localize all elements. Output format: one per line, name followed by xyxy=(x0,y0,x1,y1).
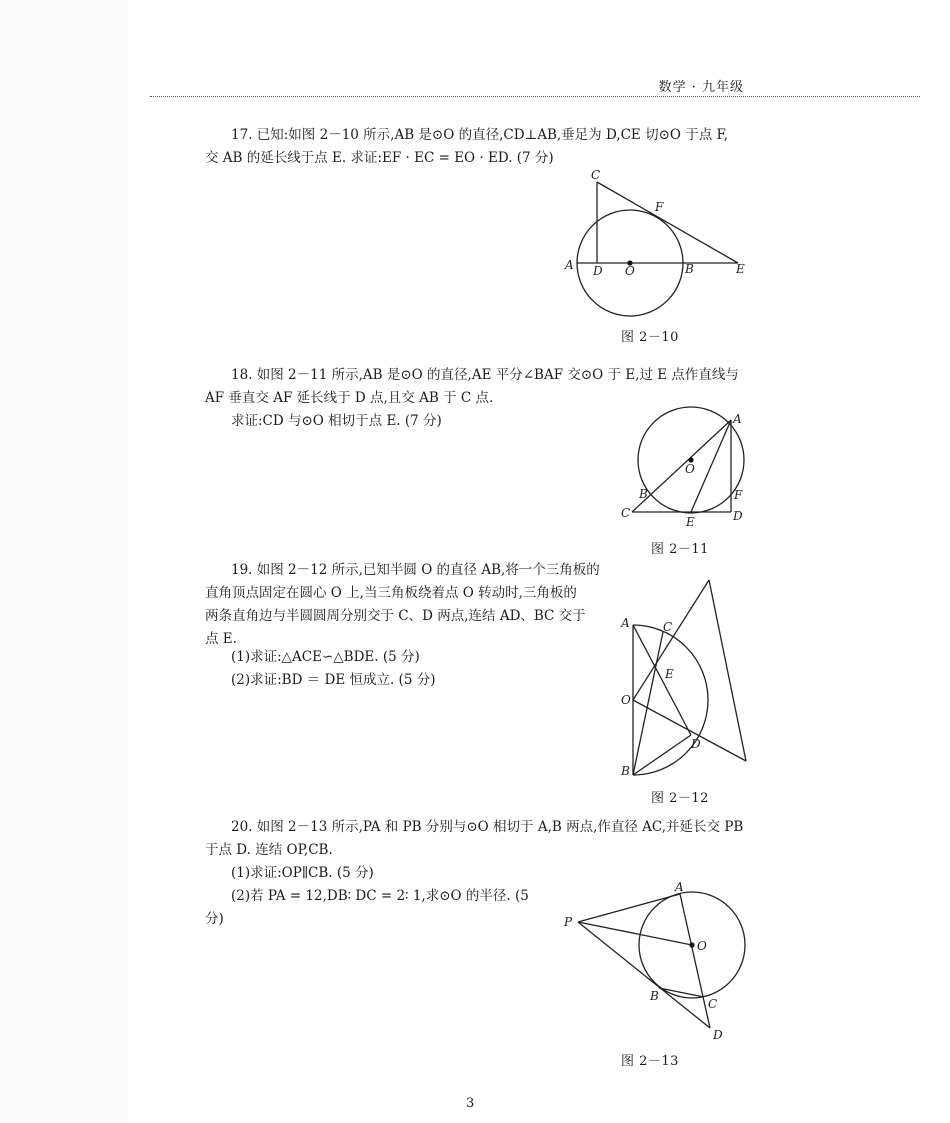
fig12-label-c: C xyxy=(663,620,673,634)
fig13-label-d: D xyxy=(713,1028,723,1042)
problem-20-line-1: 20. 如图 2－13 所示,PA 和 PB 分别与⊙O 相切于 A,B 两点,作直径 AC,并延长交 PB xyxy=(231,819,744,835)
problem-20-part-2b: 分) xyxy=(205,911,224,927)
caption-figure-2-13: 图 2－13 xyxy=(621,1054,679,1069)
fig10-label-d: D xyxy=(593,264,603,278)
fig12-triangle-hyp xyxy=(709,580,746,761)
fig12-label-b: B xyxy=(621,764,630,778)
problem-20-line-2: 于点 D. 连结 OP,CB. xyxy=(205,842,333,858)
fig12-triangle-leg-1 xyxy=(633,580,709,700)
figure-2-11 xyxy=(615,405,765,535)
problem-17-line-1: 17. 已知:如图 2－10 所示,AB 是⊙O 的直径,CD⊥AB,垂足为 D,CE 切⊙O 于点 F, xyxy=(231,127,729,143)
fig13-label-b: B xyxy=(650,989,659,1003)
fig10-label-a: A xyxy=(565,258,574,272)
problem-20-part-2a: (2)若 PA = 12,DB∶ DC = 2∶ 1,求⊙O 的半径. (5 xyxy=(231,888,529,904)
fig13-label-o: O xyxy=(697,939,707,953)
problem-19-line-1: 19. 如图 2－12 所示,已知半圆 O 的直径 AB,将一个三角板的 xyxy=(231,562,600,578)
problem-20-part-1: (1)求证:OP∥CB. (5 分) xyxy=(231,865,374,881)
fig11-label-o: O xyxy=(685,462,695,476)
caption-figure-2-11: 图 2－11 xyxy=(651,542,709,557)
fig11-label-d: D xyxy=(733,509,743,523)
fig11-label-f: F xyxy=(734,488,743,502)
fig13-label-p: P xyxy=(564,915,573,929)
fig10-line-ce xyxy=(597,182,738,263)
fig10-label-b: B xyxy=(685,262,694,276)
page-header xyxy=(150,76,920,98)
fig10-label-o: O xyxy=(625,264,635,278)
figure-2-12 xyxy=(615,575,755,785)
fig13-line-pa xyxy=(578,894,680,922)
fig11-label-b: B xyxy=(639,487,648,501)
fig12-line-ad xyxy=(633,625,691,735)
figure-2-10 xyxy=(555,165,755,325)
header-rule xyxy=(150,96,920,97)
fig13-label-a: A xyxy=(675,880,684,894)
problem-19-part-1: (1)求证:△ACE∽△BDE. (5 分) xyxy=(231,649,420,665)
problem-19-line-3: 两条直角边与半圆圆周分别交于 C、D 两点,连结 AD、BC 交于 xyxy=(205,608,586,624)
fig10-label-e: E xyxy=(736,262,745,276)
problem-18-line-2: AF 垂直交 AF 延长线于 D 点,且交 AB 于 C 点. xyxy=(205,390,494,406)
problem-18-line-3: 求证:CD 与⊙O 相切于点 E. (7 分) xyxy=(231,413,442,429)
page-margin-shade xyxy=(0,0,128,1123)
fig11-label-c: C xyxy=(621,506,631,520)
fig10-label-c: C xyxy=(591,168,601,182)
fig12-triangle-leg-2 xyxy=(633,700,746,761)
fig12-label-e: E xyxy=(665,667,674,681)
fig13-center-dot xyxy=(689,942,694,947)
fig12-label-o: O xyxy=(621,693,631,707)
caption-figure-2-10: 图 2－10 xyxy=(621,330,679,345)
problem-17-line-2: 交 AB 的延长线于点 E. 求证:EF · EC = EO · ED. (7 分) xyxy=(205,150,554,166)
problem-18-line-1: 18. 如图 2－11 所示,AB 是⊙O 的直径,AE 平分∠BAF 交⊙O 于 E,过 E 点作直线与 xyxy=(231,367,739,383)
fig10-label-f: F xyxy=(655,200,664,214)
fig11-line-ae xyxy=(691,420,731,512)
fig12-label-a: A xyxy=(621,616,630,630)
fig11-label-a: A xyxy=(733,412,742,426)
problem-19-line-4: 点 E. xyxy=(205,631,237,647)
problem-19-line-2: 直角顶点固定在圆心 O 上,当三角板绕着点 O 转动时,三角板的 xyxy=(205,585,577,601)
figure-2-13 xyxy=(560,880,760,1045)
fig11-label-e: E xyxy=(686,515,695,529)
fig13-line-po xyxy=(578,922,692,945)
caption-figure-2-12: 图 2－12 xyxy=(651,791,709,806)
header-title: 数学 · 九年级 xyxy=(658,80,744,95)
problem-19-part-2: (2)求证:BD ＝ DE 恒成立. (5 分) xyxy=(231,672,436,688)
fig12-label-d: D xyxy=(691,737,701,751)
page-number: 3 xyxy=(466,1096,475,1111)
fig13-label-c: C xyxy=(708,997,718,1011)
